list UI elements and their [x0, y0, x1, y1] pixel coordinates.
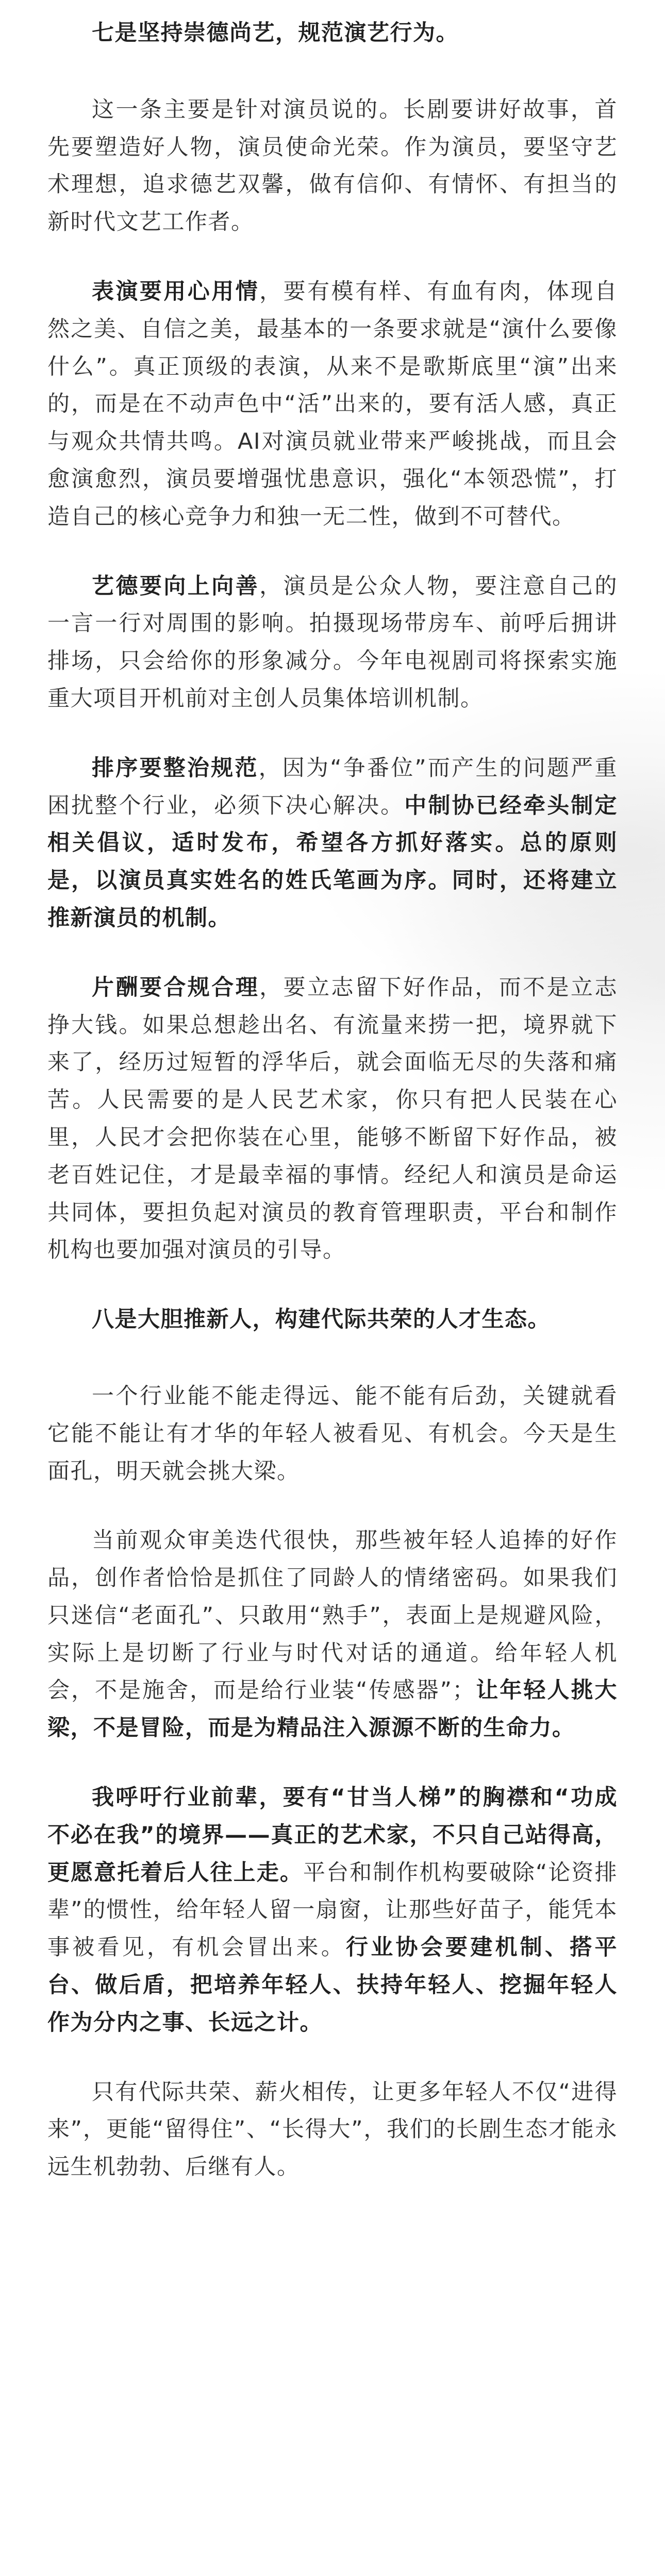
paragraph-lead: 我呼吁行业前辈，要有“甘当人梯”的胸襟和“功成不必在我”的境界——真正的艺术家，不只自己站得高，更愿意托着后人往上走。	[47, 1785, 618, 1886]
paragraph-lead: 表演要用心用情	[92, 278, 260, 304]
section-heading-seven: 七是坚持崇德尚艺，规范演艺行为。	[92, 20, 459, 46]
paragraph-actors-mission: 这一条主要是针对演员说的。长剧要讲好故事，首先要塑造好人物，演员使命光荣。作为演员，要坚守艺术理想，追求德艺双馨，做有信仰、有情怀、有担当的新时代文艺工作者。	[47, 96, 618, 235]
section-heading-eight: 八是大胆推新人，构建代际共荣的人才生态。	[92, 1307, 551, 1333]
paragraph-bold-tail: 让年轻人挑大梁，不是冒险，而是为精品注入源源不断的生命力。	[47, 1677, 618, 1741]
paragraph-lead: 排序要整治规范	[92, 755, 259, 781]
paragraph-young-talent: 一个行业能不能走得远、能不能有后劲，关键就看它能不能让有才华的年轻人被看见、有机会。今天是生面孔，明天就会挑大梁。	[47, 1383, 618, 1484]
paragraph-remuneration: 片酬要合规合理，要立志留下好作品，而不是立志挣大钱。如果总想趁出名、有流量来捞一把，境界就下来了，经历过短暂的浮华后，就会面临无尽的失落和痛苦。人民需要的是人民艺术家，你只有把人民装在心里，人民才会把你装在心里，能够不断留下好作品，被老百姓记住，才是最幸福的事情。经纪人和演员是命运共同体，要担负起对演员的教育管理职责，平台和制作机构也要加强对演员的引导。	[47, 974, 618, 1263]
paragraph-bold-tail: 行业协会要建机制、搭平台、做后盾，把培养年轻人、扶持年轻人、挖掘年轻人作为分内之事、长远之计。	[47, 1935, 618, 2036]
paragraph-appeal-to-veterans: 我呼吁行业前辈，要有“甘当人梯”的胸襟和“功成不必在我”的境界——真正的艺术家，不只自己站得高，更愿意托着后人往上走。平台和制作机构要破除“论资排辈”的惯性，给年轻人留一扇窗，让那些好苗子，能凭本事被看见，有机会冒出来。行业协会要建机制、搭平台、做后盾，把培养年轻人、扶持年轻人、挖掘年轻人作为分内之事、长远之计。	[47, 1785, 618, 2036]
paragraph-lead: 片酬要合规合理	[92, 974, 260, 1001]
paragraph-conclusion: 只有代际共荣、薪火相传，让更多年轻人不仅“进得来”，更能“留得住”、“长得大”，我们的长剧生态才能永远生机勃勃、后继有人。	[47, 2079, 618, 2180]
paragraph-billing-order: 排序要整治规范，因为“争番位”而产生的问题严重困扰整个行业，必须下决心解决。中制协已经牵头制定相关倡议，适时发布，希望各方抓好落实。总的原则是，以演员真实姓名的姓氏笔画为序。同时，还将建立推新演员的机制。	[47, 755, 618, 931]
paragraph-artistic-ethics: 艺德要向上向善，演员是公众人物，要注意自己的一言一行对周围的影响。拍摄现场带房车、前呼后拥讲排场，只会给你的形象减分。今年电视剧司将探索实施重大项目开机前对主创人员集体培训机制。	[47, 573, 618, 711]
paragraph-bold-tail: 中制协已经牵头制定相关倡议，适时发布，希望各方抓好落实。总的原则是，以演员真实姓名的姓氏笔画为序。同时，还将建立推新演员的机制。	[47, 792, 618, 931]
paragraph-acting-craft: 表演要用心用情，要有模有样、有血有肉，体现自然之美、自信之美，最基本的一条要求就是“演什么要像什么”。真正顶级的表演，从来不是歌斯底里“演”出来的，而是在不动声色中“活”出来的，要有活人感，真正与观众共情共鸣。AI对演员就业带来严峻挑战，而且会愈演愈烈，演员要增强忧患意识，强化“本领恐慌”，打造自己的核心竞争力和独一无二性，做到不可替代。	[47, 278, 618, 530]
paragraph-audience-taste: 当前观众审美迭代很快，那些被年轻人追捧的好作品，创作者恰恰是抓住了同龄人的情绪密码。如果我们只迷信“老面孔”、只敢用“熟手”，表面上是规避风险，实际上是切断了行业与时代对话的通道。给年轻人机会，不是施舍，而是给行业装“传感器”；让年轻人挑大梁，不是冒险，而是为精品注入源源不断的生命力。	[47, 1528, 618, 1741]
paragraph-lead: 艺德要向上向善	[92, 573, 260, 599]
